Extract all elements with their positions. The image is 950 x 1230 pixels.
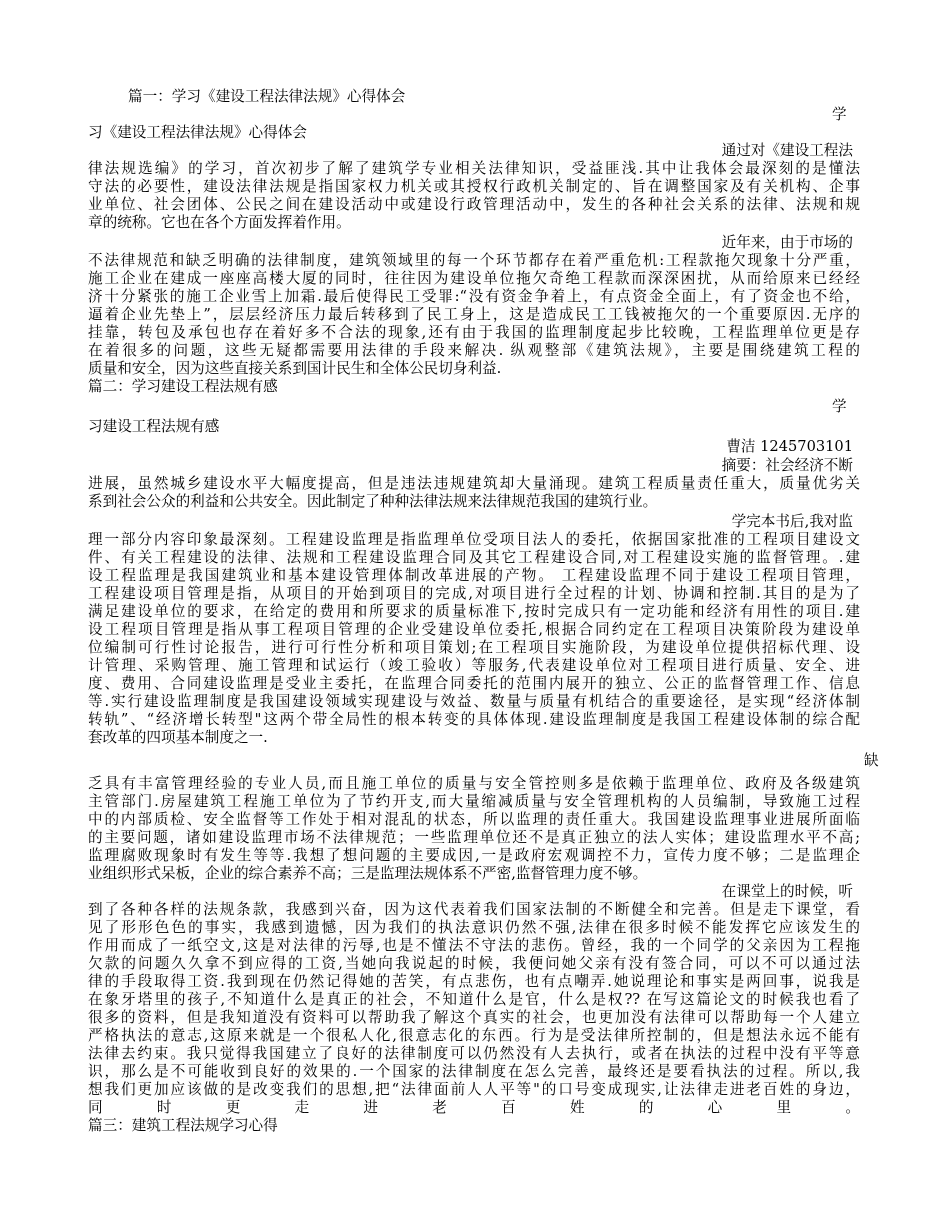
text-line: 到了各种各样的法规条款，我感到兴奋，因为这代表着我们国家法制的不断健全和完善。但是走下课堂，看: [88, 901, 860, 918]
text-line: 欠款的问题久久拿不到应得的工资,当她向我说起的时候，我便问她父亲有没有签合同，可以不可以通过法: [88, 955, 860, 972]
text-line: 作用而成了一纸空文,这是对法律的污辱,也是不懂法不守法的悲伤。曾经，我的一个同学的父亲因为工程拖: [88, 937, 860, 954]
text-line: 律的手段取得工资.我到现在仍然记得她的苦笑，有点悲伤，也有点嘲弄.她说理论和事实是两回事，说我是: [88, 973, 860, 990]
subtitle-line: 习《建设工程法律法规》心得体会: [88, 124, 307, 141]
text-line: 逼着企业先垫上”，层层经济压力最后转移到了民工身上，这是造成民工工钱被拖欠的一个重要原因.无序的: [88, 306, 860, 323]
text-line: 件、有关工程建设的法律、法规和工程建设监理合同及其它工程建设合同,对工程建设实施的监督管理。.建: [88, 549, 860, 566]
subtitle-line: 习建设工程法规有感: [88, 418, 220, 435]
section-heading-1: 篇一：学习《建设工程法律法规》心得体会: [128, 88, 406, 105]
text-line: 度、费用、合同建设监理是受业主委托，在监理合同委托的范围内展开的独立、公正的监督管理工作、信息: [88, 675, 860, 692]
text-line: 摘要：社会经济不断: [721, 457, 853, 474]
text-line: 想我们更加应该做的是改变我们的思想,把“法律面前人人平等"的口号变成现实,让法律走进老百姓的身边，: [88, 1081, 860, 1098]
text-line: 施工企业在建成一座座高楼大厦的同时，往往因为建设单位拖欠奇绝工程款而深深困扰，从而给原来已经经: [88, 270, 860, 287]
text-line: 很多的资料，但是我知道没有资料可以帮助我了解这个真实的社会，也更加没有法律可以帮助每一个人建立: [88, 1009, 860, 1026]
text-line: 设工程项目管理是指从事工程项目管理的企业受建设单位委托,根据合同约定在工程项目决策阶段为建设单: [88, 621, 860, 638]
text-line: 在象牙塔里的孩子,不知道什么是真正的社会，不知道什么是官，什么是权?? 在写这篇论文的时候我也看了: [88, 991, 860, 1008]
text-line: 等.实行建设监理制度是我国建设领域实现建设与效益、数量与质量有机结合的重要途径，是实现“经济体制: [88, 693, 860, 710]
text-line: 乏具有丰富管理经验的专业人员,而且施工单位的质量与安全管控则多是依赖于监理单位、政府及各级建筑: [88, 775, 860, 792]
text-line: 缺: [864, 752, 879, 769]
text-line: 通过对《建设工程法: [721, 142, 853, 159]
text-line: 不法律规范和缺乏明确的法律制度，建筑领域里的每一个环节都存在着严重危机:工程款拖欠现象十分严重，: [88, 252, 860, 269]
text-line: 套改革的四项基本制度之一.: [88, 729, 268, 746]
text-line: 章的统称。它也在各个方面发挥着作用。: [88, 214, 351, 231]
text-line: 严格执法的意志,这原来就是一个很私人化,很意志化的东西。行为是受法律所控制的，但是想法永远不能有: [88, 1027, 860, 1044]
text-line: 见了形形色色的事实，我感到遗憾，因为我们的执法意识仍然不强,法律在很多时候不能发挥它应该发生的: [88, 919, 860, 936]
text-line: 的主要问题，诸如建设监理市场不法律规范；一些监理单位还不是真正独立的法人实体；建设监理水平不高;: [88, 829, 860, 846]
text-line: 理一部分内容印象最深刻。工程建设监理是指监理单位受项目法人的委托，依据国家批准的工程项目建设文: [88, 531, 860, 548]
text-line: 在课堂上的时候，听: [721, 883, 853, 900]
text-line: 主管部门.房屋建筑工程施工单位为了节约开支,而大量缩减质量与安全管理机构的人员编制，导致施工过程: [88, 793, 860, 810]
text-line: 计管理、采购管理、施工管理和试运行（竣工验收）等服务,代表建设单位对工程项目进行质量、安全、进: [88, 657, 860, 674]
text-line: 法律去约束。我只觉得我国建立了良好的法律制度可以仍然没有人去执行，或者在执法的过程中没有平等意: [88, 1045, 860, 1062]
text-line: 质量和安全，因为这些直接关系到国计民生和全体公民切身利益.: [88, 360, 502, 377]
text-line: 监理腐败现象时有发生等等.我想了想问题的主要成因,一是政府宏观调控不力，宣传力度不够；二是监理企: [88, 847, 860, 864]
text-line: 满足建设单位的要求，在给定的费用和所要求的质量标准下,按时完成只有一定功能和经济有用性的项目.建: [88, 603, 860, 620]
text-line: 工程建设项目管理是指，从项目的开始到项目的完成,对项目进行全过程的计划、协调和控制.其目的是为了: [88, 585, 860, 602]
text-line: 系到社会公众的利益和公共安全。因此制定了种种法律法规来法律规范我国的建筑行业。: [88, 493, 658, 510]
text-line: 识，那么是不可能收到良好的效果的.一个国家的法律制度在怎么完善，最终还是要看执法的过程。所以,我: [88, 1063, 860, 1080]
text-line: 同时更走进老百姓的心里。: [88, 1099, 860, 1116]
text-line: 进展，虽然城乡建设水平大幅度提高，但是违法违规建筑却大量涌现。建筑工程质量责任重大，质量优劣关: [88, 475, 860, 492]
text-line: 业组织形式呆板，企业的综合素养不高；三是监理法规体系不严密,监督管理力度不够。: [88, 865, 648, 882]
text-line: 守法的必要性，建设法律法规是指国家权力机关或其授权行政机关制定的、旨在调整国家及有关机构、企事: [88, 178, 860, 195]
text-line: 位编制可行性讨论报告，进行可行性分析和项目策划;在工程项目实施阶段，为建设单位提供招标代理、设: [88, 639, 860, 656]
text-line: 篇三：建筑工程法规学习心得: [88, 1117, 278, 1134]
text-line: 设工程监理是我国建筑业和基本建设管理体制改革进展的产物。 工程建设监理不同于建设工程项目管理，: [88, 567, 860, 584]
text-line: 中的内部质检、安全监督等工作处于相对混乱的状态，所以监理的责任重大。我国建设监理事业进展所面临: [88, 811, 860, 828]
text-line: 业单位、社会团体、公民之间在建设活动中或建设行政管理活动中，发生的各种社会关系的法律、法规和规: [88, 196, 860, 213]
text-line: 律法规选编》的学习，首次初步了解了建筑学专业相关法律知识，受益匪浅.其中让我体会最深刻的是懂法: [88, 160, 860, 177]
text-line: 学完本书后,我对监: [731, 513, 853, 530]
author-line: 曹洁 1245703101: [726, 438, 853, 455]
text-line: 学: [832, 398, 847, 415]
text-line: 挂靠，转包及承包也存在着好多不合法的现象,还有由于我国的监理制度起步比较晚，工程监理单位更是存: [88, 324, 860, 341]
section-heading-2: 篇二：学习建设工程法规有感: [88, 378, 278, 395]
text-line: 转轨”、“经济增长转型"这两个带全局性的根本转变的具体体现.建设监理制度是我国工程建设体制的综合配: [88, 711, 860, 728]
text-line: 在着很多的问题，这些无疑都需要用法律的手段来解决. 纵观整部《建筑法规》，主要是围绕建筑工程的: [88, 342, 860, 359]
text-line: 学: [832, 106, 847, 123]
text-line: 近年来，由于市场的: [721, 234, 853, 251]
text-line: 济十分紧张的施工企业雪上加霜.最后使得民工受罪:“没有资金争着上，有点资金全面上，有了资金也不给，: [88, 288, 860, 305]
